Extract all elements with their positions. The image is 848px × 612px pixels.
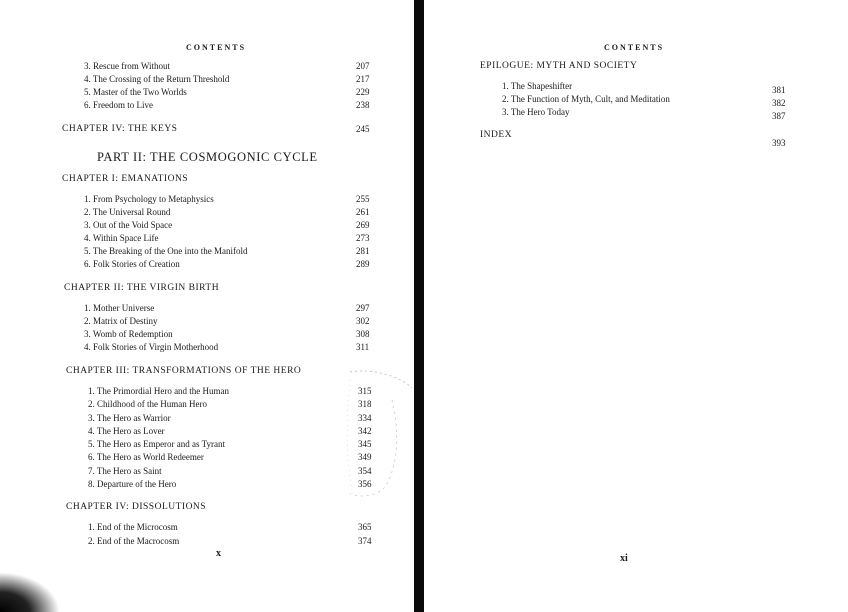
scan-shadow <box>0 572 60 612</box>
part-heading: PART II: THE COSMOGONIC CYCLE <box>97 150 318 164</box>
toc-page-number: 245 <box>356 124 370 134</box>
toc-page-number: 382 <box>772 98 786 108</box>
toc-page-number: 217 <box>356 74 370 84</box>
toc-entry: 1. End of the Microcosm <box>88 522 178 532</box>
toc-entry: 4. The Crossing of the Return Threshold <box>84 74 230 84</box>
toc-entry: 2. Matrix of Destiny <box>84 316 158 326</box>
toc-page-number: 334 <box>358 413 372 423</box>
toc-page-number: 273 <box>356 233 370 243</box>
toc-page-number: 349 <box>358 452 372 462</box>
toc-page-number: 255 <box>356 194 370 204</box>
toc-entry: 2. The Universal Round <box>84 207 171 217</box>
toc-entry: 2. The Function of Myth, Cult, and Meditation <box>502 94 670 104</box>
toc-page-number: 345 <box>358 439 372 449</box>
toc-entry: 5. Master of the Two Worlds <box>84 87 187 97</box>
toc-page-number: 354 <box>358 466 372 476</box>
chapter-heading: EPILOGUE: MYTH AND SOCIETY <box>480 61 638 71</box>
chapter-heading: CHAPTER I: EMANATIONS <box>62 174 189 184</box>
running-header: CONTENTS <box>604 43 665 52</box>
toc-entry: 7. The Hero as Saint <box>88 466 162 476</box>
toc-page-number: 308 <box>356 329 370 339</box>
toc-entry: 1. The Primordial Hero and the Human <box>88 386 230 396</box>
toc-entry: 4. The Hero as Lover <box>88 426 165 436</box>
toc-entry: 5. The Hero as Emperor and as Tyrant <box>88 439 225 449</box>
toc-entry: 3. The Hero Today <box>502 107 570 117</box>
toc-entry: 3. The Hero as Warrior <box>88 413 171 423</box>
toc-entry: 6. Folk Stories of Creation <box>84 259 180 269</box>
page-folio: x <box>216 548 221 559</box>
toc-entry: 3. Womb of Redemption <box>84 329 173 339</box>
toc-entry: 4. Folk Stories of Virgin Motherhood <box>84 342 219 352</box>
book-gutter <box>414 0 424 612</box>
toc-page-number: 356 <box>358 479 372 489</box>
toc-entry: 1. Mother Universe <box>84 303 155 313</box>
toc-entry: 6. Freedom to Live <box>84 100 153 110</box>
toc-page-number: 342 <box>358 426 372 436</box>
toc-page-number: 207 <box>356 61 370 71</box>
toc-entry: 2. Childhood of the Human Hero <box>88 399 207 409</box>
toc-page-number: 365 <box>358 522 372 532</box>
toc-page-number: 289 <box>356 259 370 269</box>
toc-page-number: 311 <box>356 342 370 352</box>
chapter-heading: INDEX <box>480 130 513 140</box>
toc-entry: 4. Within Space Life <box>84 233 159 243</box>
toc-page-number: 374 <box>358 536 372 546</box>
toc-entry: 2. End of the Macrocosm <box>88 536 180 546</box>
right-page <box>424 0 848 612</box>
toc-page-number: 318 <box>358 399 372 409</box>
toc-entry: 6. The Hero as World Redeemer <box>88 452 204 462</box>
toc-page-number: 229 <box>356 87 370 97</box>
toc-page-number: 281 <box>356 246 370 256</box>
toc-entry: 1. From Psychology to Metaphysics <box>84 194 214 204</box>
toc-entry: 5. The Breaking of the One into the Manifold <box>84 246 248 256</box>
toc-page-number: 302 <box>356 316 370 326</box>
toc-page-number: 269 <box>356 220 370 230</box>
chapter-heading: CHAPTER IV: THE KEYS <box>62 124 178 134</box>
chapter-heading: CHAPTER III: TRANSFORMATIONS OF THE HERO <box>66 366 302 376</box>
pencil-annotation <box>0 0 414 612</box>
chapter-heading: CHAPTER II: THE VIRGIN BIRTH <box>64 283 220 293</box>
toc-page-number: 381 <box>772 85 786 95</box>
toc-page-number: 261 <box>356 207 370 217</box>
toc-page-number: 238 <box>356 100 370 110</box>
toc-entry: 1. The Shapeshifter <box>502 81 573 91</box>
toc-entry: 3. Rescue from Without <box>84 61 170 71</box>
page-folio: xi <box>620 553 628 564</box>
chapter-heading: CHAPTER IV: DISSOLUTIONS <box>66 502 207 512</box>
toc-page-number: 297 <box>356 303 370 313</box>
running-header: CONTENTS <box>186 43 247 52</box>
toc-page-number: 315 <box>358 386 372 396</box>
toc-page-number: 387 <box>772 111 786 121</box>
toc-page-number: 393 <box>772 138 786 148</box>
toc-entry: 8. Departure of the Hero <box>88 479 177 489</box>
toc-entry: 3. Out of the Void Space <box>84 220 173 230</box>
left-page <box>0 0 414 612</box>
